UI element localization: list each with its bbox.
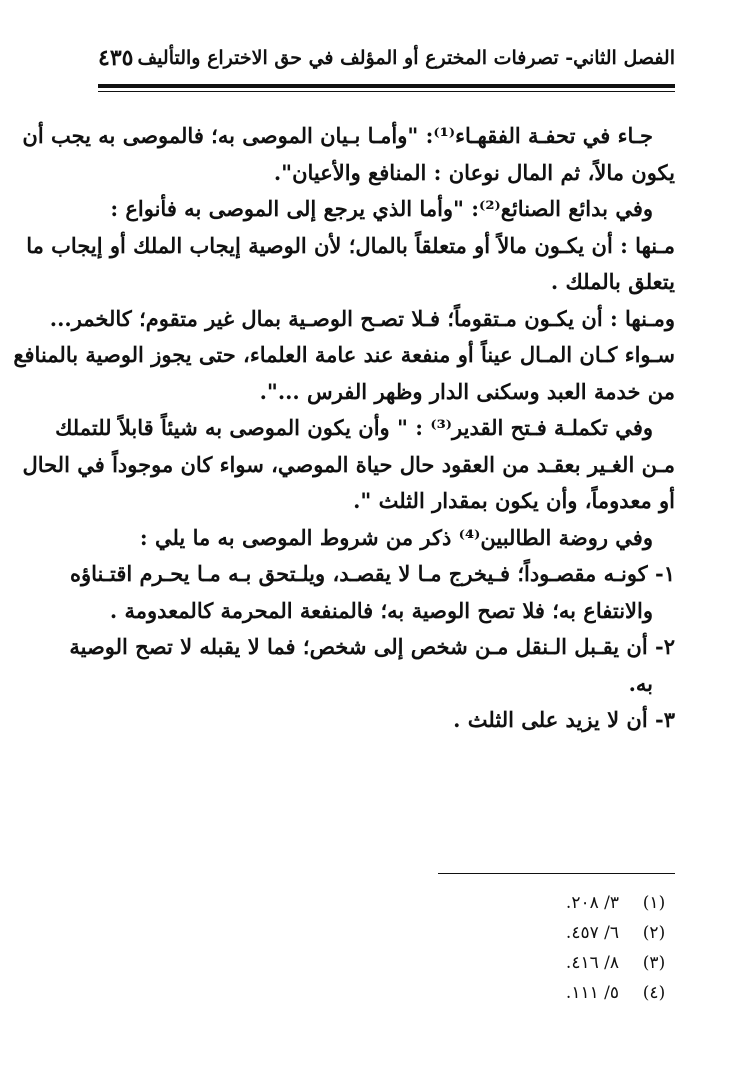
footnote-number: (١) xyxy=(642,893,666,913)
footnotes xyxy=(98,888,675,1008)
text-line: جـاء في تحفـة الفقهـاء⁽¹⁾: "وأمـا بـيان الموصى به؛ فالموصى به يجب أن xyxy=(22,123,653,148)
text-line: مـنها : أن يكـون مالاً أو متعلقاً بالمال؛ لأن الوصية إيجاب الملك أو إيجاب ما xyxy=(26,232,675,258)
page-header xyxy=(98,36,675,80)
body-text xyxy=(13,118,675,739)
text-line: سـواء كـان المـال عيناً أو منفعة عند عامة العلماء، حتى يجوز الوصية بالمنافع xyxy=(13,342,675,367)
footnote-number: (٣) xyxy=(642,953,666,973)
text-line: ومـنها : أن يكـون مـتقوماً؛ فـلا تصـح الوصـية بمال غير متقوم؛ كالخمر... xyxy=(49,305,675,331)
footnote-text: ٨/ ٤١٦. xyxy=(565,953,619,973)
text-line: وفي بدائع الصنائع⁽²⁾: "وأما الذي يرجع إلى الموصى به فأنواع : xyxy=(110,196,653,221)
text-line: مـن الغـير بعقـد من العقود حال حياة الموصي، سواء كان موجوداً في الحال xyxy=(22,451,675,477)
text-line: به. xyxy=(628,670,653,696)
text-line: أو معدوماً، وأن يكون بمقدار الثلث ". xyxy=(353,488,675,513)
header-rule-thin xyxy=(98,91,675,92)
footnote xyxy=(98,978,675,1008)
text-line: والانتفاع به؛ فلا تصح الوصية به؛ فالمنفعة المحرمة كالمعدومة . xyxy=(109,597,653,623)
footnote-text: ٣/ ٢٠٨. xyxy=(565,893,619,913)
footnote-number: (٤) xyxy=(642,983,666,1003)
footnote-text: ٦/ ٤٥٧. xyxy=(565,923,619,943)
footnote xyxy=(98,888,675,918)
list-item-1: ١- كونـه مقصـوداً؛ فـيخرج مـا لا يقصـد، ويلـتحق بـه مـا يحـرم اقتـناؤه xyxy=(69,561,675,586)
list-item-2: ٢- أن يقـبل الـنقل مـن شخص إلى شخص؛ فما لا يقبله لا تصح الوصية xyxy=(69,634,675,659)
footnote-separator xyxy=(438,873,675,874)
text-line: وفي تكملـة فـتح القدير⁽³⁾ : " وأن يكون الموصى به شيئاً قابلاً للتملك xyxy=(55,415,653,440)
footnote-number: (٢) xyxy=(642,923,666,943)
text-line: يكون مالاً، ثم المال نوعان : المنافع والأعيان". xyxy=(273,159,675,185)
header-rule-thick xyxy=(98,84,675,88)
footnote xyxy=(98,948,675,978)
text-line: من خدمة العبد وسكنى الدار وظهر الفرس ...". xyxy=(259,378,675,404)
footnote-text: ٥/ ١١١. xyxy=(565,983,619,1003)
text-line: يتعلق بالملك . xyxy=(550,269,675,294)
list-item-3: ٣- أن لا يزيد على الثلث . xyxy=(453,707,675,732)
footnote xyxy=(98,918,675,948)
text-line: وفي روضة الطالبين⁽⁴⁾ ذكر من شروط الموصى به ما يلي : xyxy=(139,524,653,550)
page-number: ٤٣٥ xyxy=(98,45,134,71)
running-title: الفصل الثاني- تصرفات المخترع أو المؤلف في حق الاختراع والتأليف xyxy=(137,47,675,69)
